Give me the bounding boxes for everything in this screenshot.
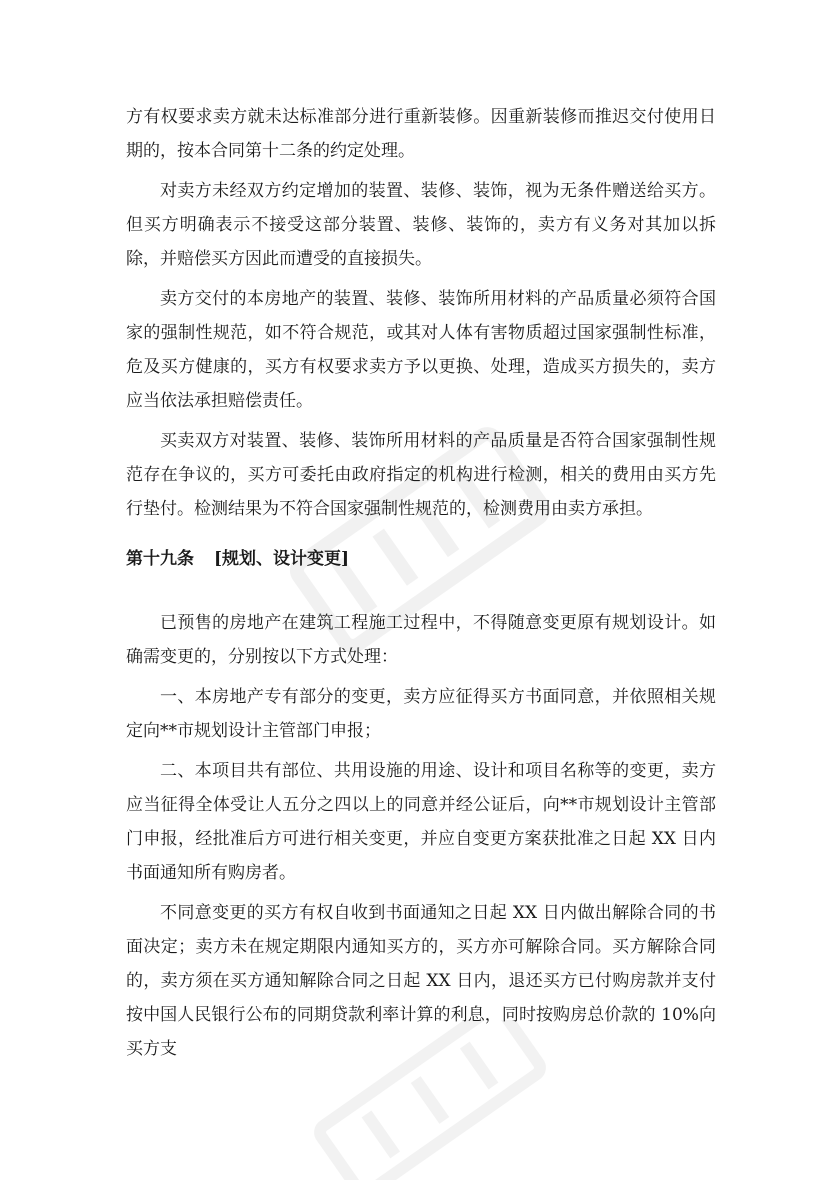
paragraph: 买卖双方对装置、装修、装饰所用材料的产品质量是否符合国家强制性规范存在争议的，买方可委托由政府指定的机构进行检测，相关的费用由买方先行垫付。检测结果为不符合国家强制性规范的，检测费用由卖方承担。	[126, 431, 716, 519]
paragraph: 不同意变更的买方有权自收到书面通知之日起 XX 日内做出解除合同的书面决定；卖方未在规定期限内通知买方的，买方亦可解除合同。买方解除合同的，卖方须在买方通知解除合同之日起 XX 日内，退还买方已付购房款并支付按中国人民银行公布的同期贷款利率计算的利息，同时按购房总价款的 10%向买方支	[126, 903, 716, 1059]
article-heading	[126, 542, 716, 576]
document-body	[126, 100, 716, 1072]
paragraph: 对卖方未经双方约定增加的装置、装修、装饰，视为无条件赠送给买方。但买方明确表示不接受这部分装置、装修、装饰的，卖方有义务对其加以拆除，并赔偿买方因此而遭受的直接损失。	[126, 181, 716, 269]
article-title: [规划、设计变更]	[214, 549, 350, 569]
paragraph: 已预售的房地产在建筑工程施工过程中，不得随意变更原有规划设计。如确需变更的，分别按以下方式处理：	[126, 613, 716, 667]
paragraph: 二、本项目共有部位、共用设施的用途、设计和项目名称等的变更，卖方应当征得全体受让人五分之四以上的同意并经公证后，向**市规划设计主管部门申报，经批准后方可进行相关变更，并应自变更方案获批准之日起 XX 日内书面通知所有购房者。	[126, 761, 716, 883]
paragraph: 方有权要求卖方就未达标准部分进行重新装修。因重新装修而推迟交付使用日期的，按本合同第十二条的约定处理。	[126, 107, 716, 161]
article-number: 第十九条	[126, 549, 194, 569]
paragraph: 一、本房地产专有部分的变更，卖方应征得买方书面同意，并依照相关规定向**市规划设计主管部门申报；	[126, 687, 716, 741]
paragraph: 卖方交付的本房地产的装置、装修、装饰所用材料的产品质量必须符合国家的强制性规范，如不符合规范，或其对人体有害物质超过国家强制性标准，危及买方健康的，买方有权要求卖方予以更换、处理，造成买方损失的，卖方应当依法承担赔偿责任。	[126, 289, 716, 411]
